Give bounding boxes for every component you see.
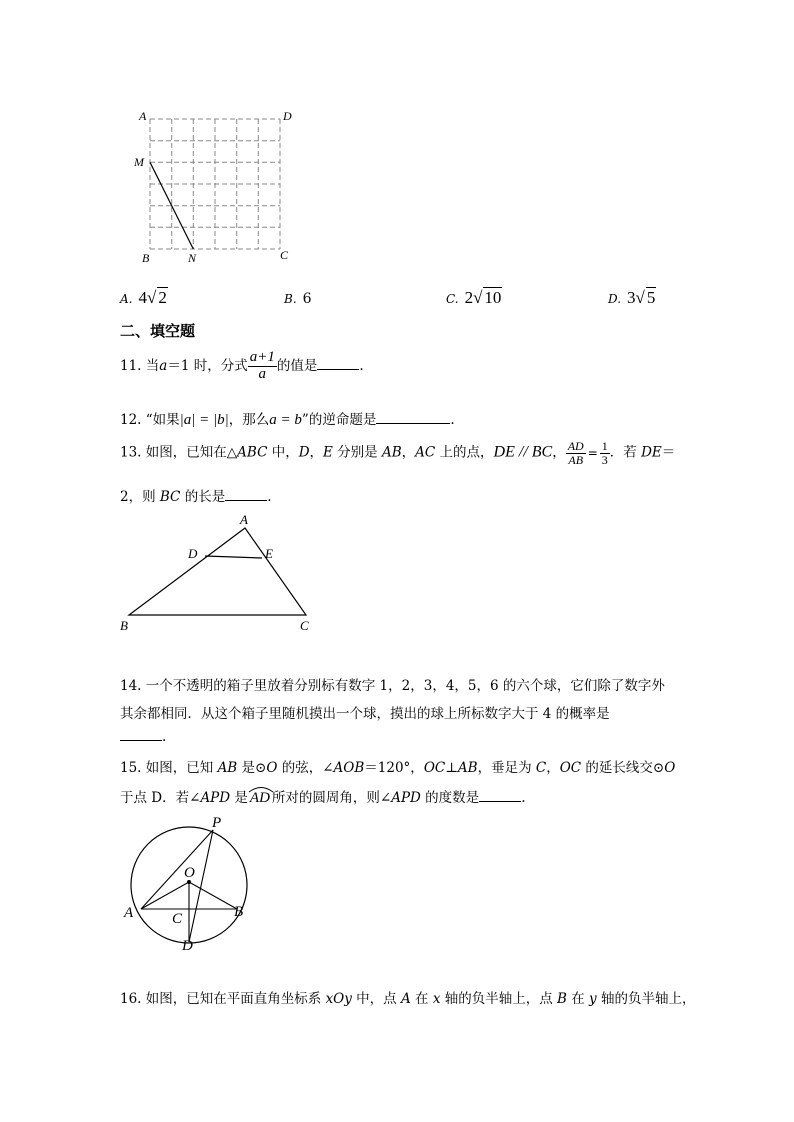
label-a: A — [240, 512, 248, 527]
question-11: 11. 当a＝1 时，分式 $\frac{a+1}{a}$ 的值是 . — [120, 349, 364, 382]
question-13-line2: 2，则 BC 的长是 . — [120, 489, 272, 505]
question-14-line2: 其余都相同．从这个箱子里随机摸出一个球，摸出的球上所标数字大于 4 的概率是 — [120, 706, 610, 722]
label-d: D — [188, 546, 198, 561]
triangle-figure — [112, 508, 322, 638]
label-n: N — [188, 251, 197, 265]
answer-blank[interactable] — [376, 411, 450, 424]
answer-blank[interactable] — [225, 488, 267, 501]
question-15-line2: 于点 D．若∠APD 是 AD 所对的圆周角，则∠APD 的度数是 . — [120, 786, 525, 807]
section-title: 二、填空题 — [120, 322, 196, 340]
label-c: C — [280, 248, 289, 262]
label-e: E — [265, 546, 273, 561]
question-13-line1: 13. 如图，已知在△ABC 中，D，E 分别是 AB，AC 上的点，DE // BC， $\frac{AD}{AB}$ = $\frac{1}{3}$ ．若 DE＝ — [120, 439, 676, 467]
label-o: O — [184, 865, 195, 881]
label-b: B — [234, 904, 244, 920]
label-m: M — [134, 155, 144, 169]
answer-blank[interactable] — [120, 728, 162, 741]
label-d: D — [283, 109, 292, 123]
label-d: D — [182, 938, 193, 954]
question-16: 16. 如图，已知在平面直角坐标系 xOy 中，点 A 在 x 轴的负半轴上，点 B 在 y 轴的负半轴上， — [120, 991, 696, 1007]
label-c: C — [172, 911, 183, 927]
q10-option-c: C. 2√ 10 — [446, 288, 502, 307]
question-14-line3: . — [120, 728, 166, 745]
label-a: A — [124, 905, 134, 921]
grid-lines — [150, 119, 280, 249]
question-14-line1: 14. 一个不透明的箱子里放着分别标有数字 1，2，3，4，5，6 的六个球，它们除了数字外 — [120, 678, 665, 694]
label-c: C — [300, 618, 309, 633]
circle-figure — [116, 810, 276, 960]
grid-figure — [128, 104, 308, 274]
q10-option-b: B. 6 — [284, 291, 312, 307]
label-a: A — [139, 109, 147, 123]
label-p: P — [212, 815, 222, 831]
q10-option-d: D. 3√ 5 — [608, 288, 656, 307]
answer-blank[interactable] — [317, 357, 359, 370]
segment-de — [205, 556, 262, 558]
label-b: B — [120, 618, 128, 633]
question-12: 12. “如果|a| = |b|，那么a = b”的逆命题是 . — [120, 412, 455, 428]
label-b: B — [142, 251, 150, 265]
answer-blank[interactable] — [479, 789, 521, 802]
q10-option-a: A. 4√ 2 — [120, 288, 167, 307]
question-15-line1: 15. 如图，已知 AB 是⊙O 的弦，∠AOB＝120°，OC⊥AB，垂足为 C，OC 的延长线交⊙O — [120, 760, 676, 776]
